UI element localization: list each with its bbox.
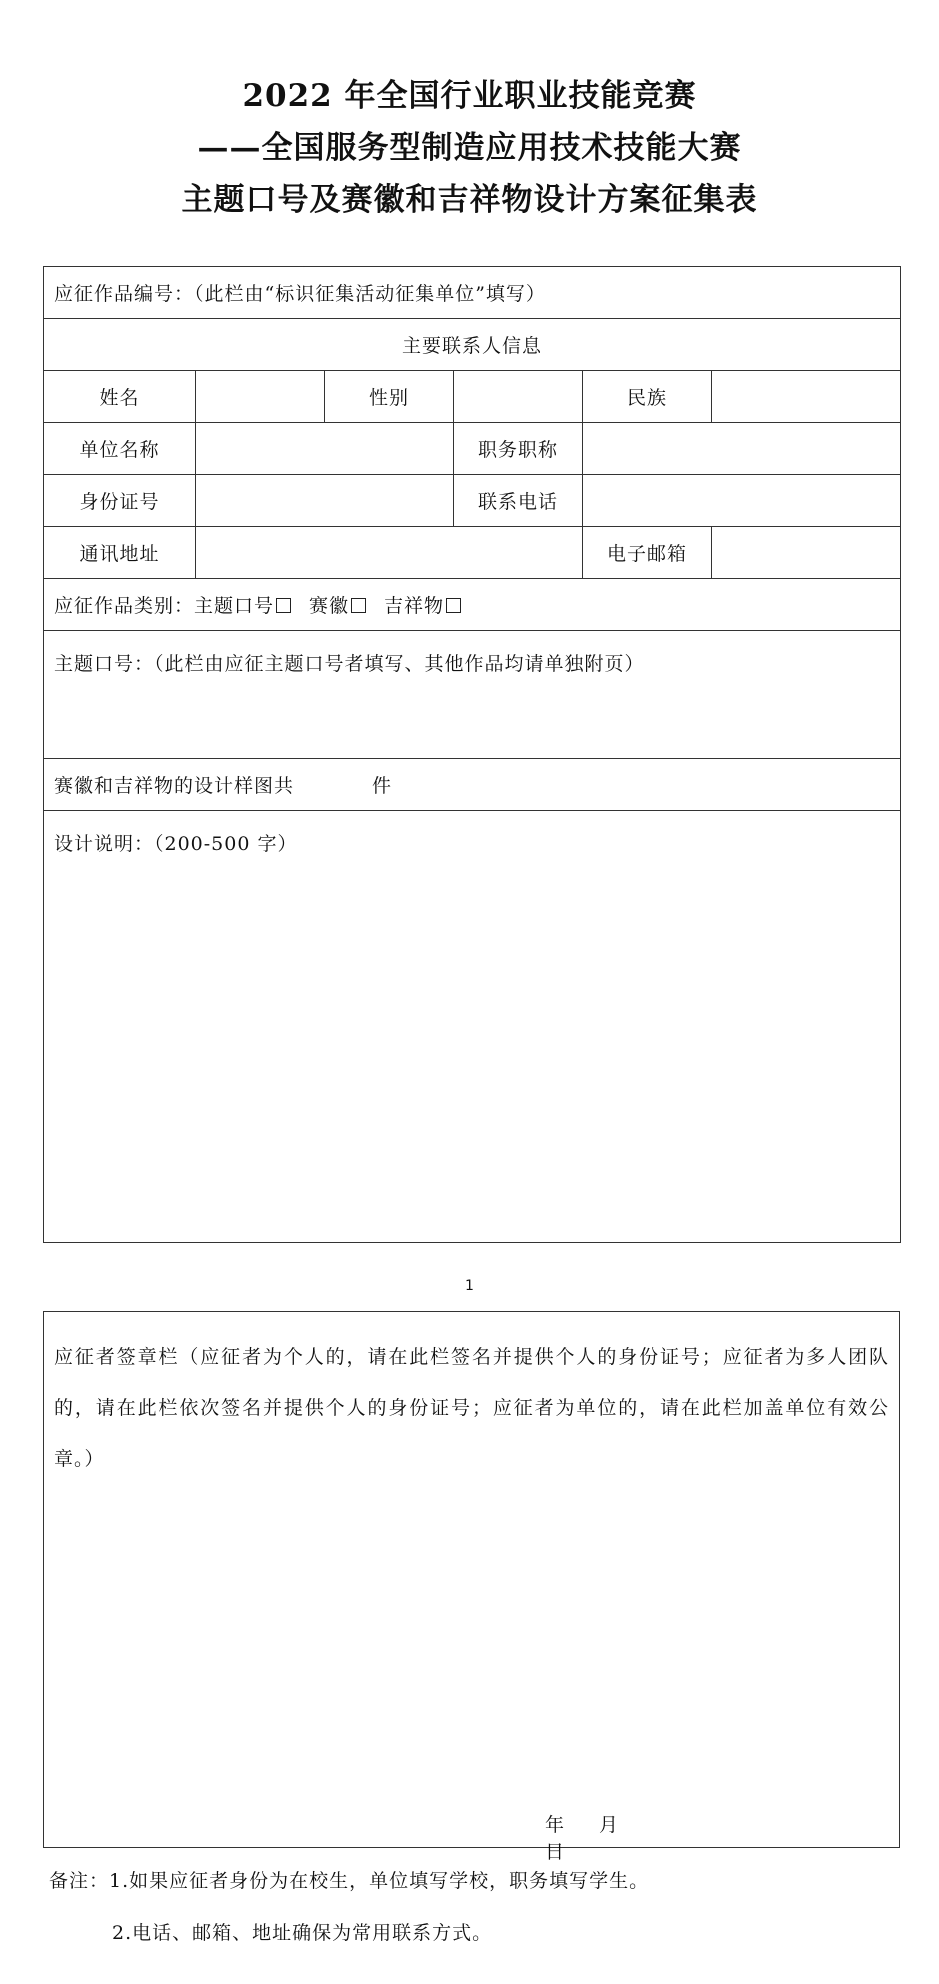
ethnicity-label: 民族 xyxy=(583,371,712,423)
title-line-3: 主题口号及赛徽和吉祥物设计方案征集表 xyxy=(181,182,758,218)
signature-date xyxy=(545,1810,685,1864)
id-label: 身份证号 xyxy=(44,475,196,527)
emblem-checkbox[interactable] xyxy=(351,598,366,613)
samples-unit: 件 xyxy=(372,775,393,797)
slogan-cell[interactable] xyxy=(44,631,901,759)
signature-instructions: 应征者签章栏（应征者为个人的，请在此栏签名并提供个人的身份证号；应征者为多人团队的，请在此栏依次签名并提供个人的身份证号；应征者为单位的，请在此栏加盖单位有效公章。） xyxy=(54,1346,889,1470)
contact-section-header: 主要联系人信息 xyxy=(44,319,901,371)
design-note-label: 设计说明：（200-500 字） xyxy=(54,833,298,855)
category-option-slogan: 主题口号 xyxy=(194,595,275,617)
note-1: 备注：1.如果应征者身份为在校生，单位填写学校，职务填写学生。 xyxy=(49,1870,650,1892)
slogan-checkbox[interactable] xyxy=(276,598,291,613)
mascot-checkbox[interactable] xyxy=(446,598,461,613)
note-2: 2.电话、邮箱、地址确保为常用联系方式。 xyxy=(112,1922,493,1944)
phone-label: 联系电话 xyxy=(454,475,583,527)
title-line-1: 2022 年全国行业职业技能竞赛 xyxy=(242,78,697,114)
position-label: 职务职称 xyxy=(454,423,583,475)
category-label: 应征作品类别： xyxy=(54,595,195,617)
email-label: 电子邮箱 xyxy=(583,527,712,579)
email-field[interactable] xyxy=(712,527,901,579)
category-option-mascot: 吉祥物 xyxy=(384,595,445,617)
entry-number-label: 应征作品编号：（此栏由“标识征集活动征集单位”填写） xyxy=(54,283,546,305)
title-line-2: ——全国服务型制造应用技术技能大赛 xyxy=(197,130,742,166)
name-field[interactable] xyxy=(196,371,325,423)
application-form-table xyxy=(43,266,901,1243)
address-label: 通讯地址 xyxy=(44,527,196,579)
samples-row xyxy=(44,759,901,811)
category-option-emblem: 赛徽 xyxy=(309,595,350,617)
date-month: 月 xyxy=(599,1814,619,1836)
slogan-label: 主题口号：（此栏由应征主题口号者填写、其他作品均请单独附页） xyxy=(54,653,645,675)
date-day: 日 xyxy=(545,1841,565,1863)
gender-field[interactable] xyxy=(454,371,583,423)
ethnicity-field[interactable] xyxy=(712,371,901,423)
samples-label: 赛徽和吉祥物的设计样图共 xyxy=(54,775,295,797)
name-label: 姓名 xyxy=(44,371,196,423)
unit-field[interactable] xyxy=(196,423,454,475)
gender-label: 性别 xyxy=(325,371,454,423)
entry-number-cell xyxy=(44,267,901,319)
date-year: 年 xyxy=(545,1814,565,1836)
address-field[interactable] xyxy=(196,527,583,579)
category-row xyxy=(44,579,901,631)
position-field[interactable] xyxy=(583,423,901,475)
design-note-cell[interactable] xyxy=(44,811,901,1243)
page-number: 1 xyxy=(465,1278,474,1294)
unit-label: 单位名称 xyxy=(44,423,196,475)
id-field[interactable] xyxy=(196,475,454,527)
phone-field[interactable] xyxy=(583,475,901,527)
signature-box[interactable] xyxy=(43,1311,900,1848)
